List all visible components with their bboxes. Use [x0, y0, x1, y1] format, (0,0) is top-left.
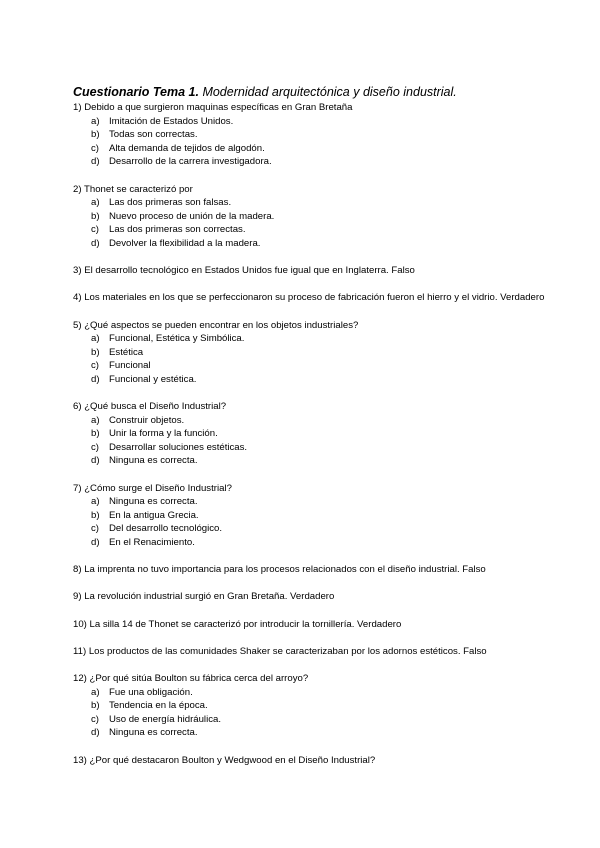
question-text: 12) ¿Por qué sitúa Boulton su fábrica cerca del arroyo?: [73, 672, 309, 684]
option-text: Estética: [109, 346, 144, 358]
option-list: [73, 686, 573, 740]
option-item: [91, 414, 573, 428]
question-block: [73, 672, 573, 740]
question-block: [73, 183, 573, 251]
question-block: [73, 754, 573, 768]
document-title: [73, 84, 573, 100]
option-letter: b): [91, 700, 100, 712]
option-item: [91, 454, 573, 468]
question-block: [73, 400, 573, 468]
option-text: Las dos primeras son correctas.: [109, 224, 246, 236]
option-letter: b): [91, 210, 100, 222]
option-text: Ninguna es correcta.: [109, 727, 198, 739]
option-text: Construir objetos.: [109, 414, 185, 426]
option-text: Funcional: [109, 360, 151, 372]
option-text: Imitación de Estados Unidos.: [109, 115, 234, 127]
question-text: 4) Los materiales en los que se perfeccionaron su proceso de fabricación fueron el hierro y el vidrio. Verdadero: [73, 292, 545, 304]
option-item: [91, 155, 573, 169]
question-text: 5) ¿Qué aspectos se pueden encontrar en los objetos industriales?: [73, 319, 359, 331]
option-item: [91, 359, 573, 373]
option-text: Funcional, Estética y Simbólica.: [109, 333, 245, 345]
option-text: En el Renacimiento.: [109, 537, 195, 548]
option-letter: a): [91, 115, 100, 127]
option-text: Uso de energía hidráulica.: [109, 713, 221, 725]
question-list: [73, 101, 573, 767]
option-item: [91, 686, 573, 700]
option-text: Devolver la flexibilidad a la madera.: [109, 237, 261, 249]
option-text: Las dos primeras son falsas.: [109, 197, 232, 209]
option-letter: c): [91, 142, 99, 154]
option-letter: a): [91, 496, 100, 508]
question-block: [73, 563, 573, 577]
option-letter: d): [91, 237, 100, 249]
option-list: [73, 332, 573, 386]
option-item: [91, 142, 573, 156]
option-list: [73, 495, 573, 549]
option-text: En la antigua Grecia.: [109, 509, 199, 521]
question-text: 1) Debido a que surgieron maquinas específicas en Gran Bretaña: [73, 102, 353, 113]
question-text: 8) La imprenta no tuvo importancia para los procesos relacionados con el diseño industrial. Falso: [73, 564, 486, 576]
option-letter: a): [91, 414, 100, 426]
option-item: [91, 427, 573, 441]
option-item: [91, 373, 573, 387]
option-item: [91, 699, 573, 713]
option-item: [91, 495, 573, 509]
question-text: 9) La revolución industrial surgió en Gran Bretaña. Verdadero: [73, 591, 335, 603]
title-subtitle: Modernidad arquitectónica y diseño industrial.: [198, 85, 457, 99]
option-text: Nuevo proceso de unión de la madera.: [109, 210, 275, 222]
option-list: [73, 414, 573, 468]
question-block: [73, 645, 573, 659]
question-block: [73, 590, 573, 604]
option-letter: c): [91, 523, 99, 535]
option-text: Funcional y estética.: [109, 373, 197, 385]
option-item: [91, 726, 573, 740]
option-item: [91, 441, 573, 455]
option-letter: a): [91, 333, 100, 345]
option-letter: d): [91, 156, 100, 168]
question-text: 3) El desarrollo tecnológico en Estados Unidos fue igual que en Inglaterra. Falso: [73, 265, 415, 277]
question-block: [73, 291, 573, 305]
option-letter: d): [91, 537, 100, 548]
option-letter: b): [91, 346, 100, 358]
option-text: Desarrollar soluciones estéticas.: [109, 441, 248, 453]
option-item: [91, 128, 573, 142]
option-item: [91, 713, 573, 727]
option-letter: c): [91, 713, 99, 725]
option-text: Alta demanda de tejidos de algodón.: [109, 142, 265, 154]
option-item: [91, 115, 573, 129]
option-letter: d): [91, 455, 100, 467]
option-item: [91, 196, 573, 210]
question-text: 6) ¿Qué busca el Diseño Industrial?: [73, 401, 227, 413]
question-block: [73, 101, 573, 169]
question-text: 13) ¿Por qué destacaron Boulton y Wedgwood en el Diseño Industrial?: [73, 754, 376, 766]
option-text: Tendencia en la época.: [109, 700, 208, 712]
document-page: [73, 84, 573, 781]
question-text: 7) ¿Cómo surge el Diseño Industrial?: [73, 482, 232, 494]
option-letter: b): [91, 129, 100, 141]
option-item: [91, 332, 573, 346]
question-text: 11) Los productos de las comunidades Shaker se caracterizaban por los adornos estéticos. Falso: [73, 645, 487, 657]
question-text: 2) Thonet se caracterizó por: [73, 183, 193, 195]
option-letter: c): [91, 224, 99, 236]
option-letter: d): [91, 373, 100, 385]
option-letter: b): [91, 428, 100, 440]
option-letter: b): [91, 509, 100, 521]
option-letter: d): [91, 727, 100, 739]
option-text: Unir la forma y la función.: [109, 428, 218, 440]
option-text: Desarrollo de la carrera investigadora.: [109, 156, 272, 168]
option-item: [91, 509, 573, 523]
question-block: [73, 482, 573, 550]
option-item: [91, 536, 573, 550]
question-block: [73, 618, 573, 632]
option-list: [73, 115, 573, 169]
question-text: 10) La silla 14 de Thonet se caracterizó por introducir la tornillería. Verdadero: [73, 618, 402, 630]
option-text: Ninguna es correcta.: [109, 455, 198, 467]
option-item: [91, 522, 573, 536]
question-block: [73, 264, 573, 278]
option-text: Ninguna es correcta.: [109, 496, 198, 508]
title-strong: Cuestionario Tema 1.: [73, 85, 199, 99]
option-text: Todas son correctas.: [109, 129, 198, 141]
question-block: [73, 319, 573, 387]
option-text: Del desarrollo tecnológico.: [109, 523, 223, 535]
option-list: [73, 196, 573, 250]
option-letter: a): [91, 197, 100, 209]
option-item: [91, 223, 573, 237]
option-letter: c): [91, 360, 99, 372]
option-text: Fue una obligación.: [109, 686, 193, 698]
option-item: [91, 210, 573, 224]
option-letter: c): [91, 441, 99, 453]
option-letter: a): [91, 686, 100, 698]
option-item: [91, 346, 573, 360]
option-item: [91, 237, 573, 251]
